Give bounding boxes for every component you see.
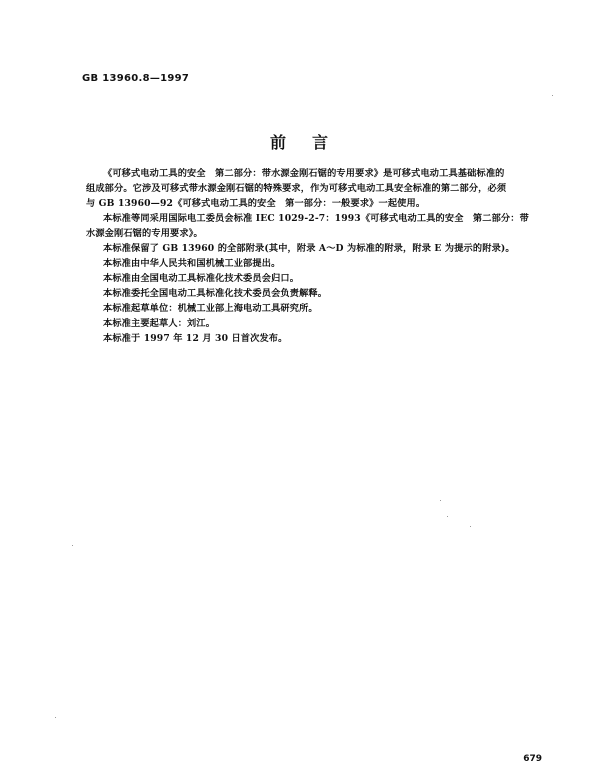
paragraph-line: 本标准委托全国电动工具标准化技术委员会负责解释。	[103, 288, 328, 299]
paragraph-appendix	[86, 241, 558, 256]
paragraph-proposer	[86, 256, 558, 271]
paragraph-line: 本标准起草单位：机械工业部上海电动工具研究所。	[103, 303, 318, 314]
paragraph-line: 本标准由全国电动工具标准化技术委员会归口。	[103, 273, 300, 284]
paragraph-administrator	[86, 271, 558, 286]
paragraph-release-date	[86, 331, 558, 346]
title-char-1: 前	[269, 133, 288, 152]
paragraph-line: 本标准保留了 GB 13960 的全部附录(其中，附录 A～D 为标准的附录，附录 E 为提示的附录)。	[103, 243, 515, 254]
paragraph-line: 水源金刚石锯的专用要求》。	[86, 228, 203, 239]
paragraph-line: 本标准于 1997 年 12 月 30 日首次发布。	[103, 333, 288, 344]
paragraph-interpretation	[86, 286, 558, 301]
scan-speck	[470, 526, 471, 527]
title-char-2: 言	[312, 133, 331, 152]
paragraph-line: 本标准由中华人民共和国机械工业部提出。	[103, 258, 281, 269]
paragraph-line: 《可移式电动工具的安全 第二部分：带水源金刚石锯的专用要求》是可移式电动工具基础标准的	[103, 168, 505, 179]
paragraph-line: 本标准等同采用国际电工委员会标准 IEC 1029-2-7：1993《可移式电动工具的安全 第二部分：带	[103, 213, 529, 224]
scan-speck	[72, 545, 73, 546]
standard-number-header: GB 13960.8—1997	[82, 73, 190, 84]
paragraph-equivalence	[86, 211, 558, 241]
scan-speck	[447, 516, 448, 517]
paragraph-line: 本标准主要起草人：刘江。	[103, 318, 216, 329]
page-title	[0, 130, 600, 153]
paragraph-scope	[86, 166, 558, 211]
paragraph-line: 组成部分。它涉及可移式带水源金刚石锯的特殊要求，作为可移式电动工具安全标准的第二部分，必须	[86, 183, 507, 194]
paragraph-drafter	[86, 316, 558, 331]
paragraph-drafting-unit	[86, 301, 558, 316]
preface-body	[86, 166, 558, 346]
scan-speck	[440, 500, 441, 501]
scan-speck	[552, 95, 553, 96]
page-number: 679	[523, 754, 542, 764]
paragraph-line: 与 GB 13960—92《可移式电动工具的安全 第一部分：一般要求》一起使用。	[86, 198, 426, 209]
scan-speck	[55, 717, 56, 718]
